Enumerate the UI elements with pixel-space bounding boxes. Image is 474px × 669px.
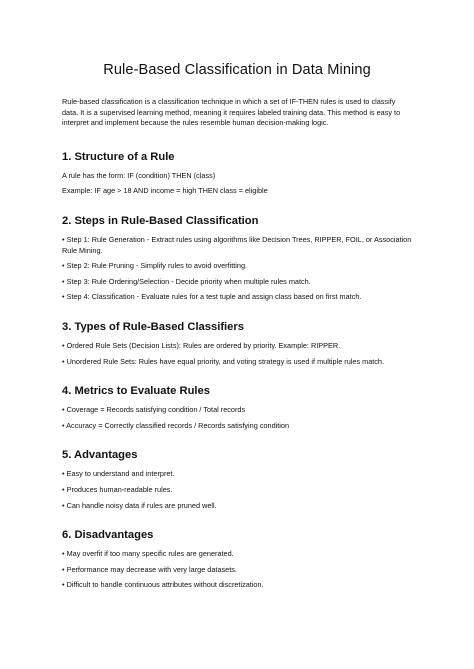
section-heading: 2. Steps in Rule-Based Classification: [62, 214, 259, 227]
section-item: • May overfit if too many specific rules are generated.: [62, 549, 234, 559]
section-item: • Can handle noisy data if rules are pruned well.: [62, 500, 217, 510]
section-item: • Easy to understand and interpret.: [62, 469, 175, 479]
section-item: • Step 4: Classification - Evaluate rules for a test tuple and assign class based on first match.: [62, 292, 362, 302]
section-advantages: [62, 449, 412, 511]
section-item: • Performance may decrease with very large datasets.: [62, 564, 237, 574]
section-heading: 1. Structure of a Rule: [62, 150, 175, 163]
section-item: Example: IF age > 18 AND income = high THEN class = eligible: [62, 186, 268, 196]
section-disadvantages: [62, 529, 412, 591]
document-title: Rule-Based Classification in Data Mining: [103, 62, 371, 78]
section-item: • Step 3: Rule Ordering/Selection - Decide priority when multiple rules match.: [62, 276, 311, 286]
section-item: • Ordered Rule Sets (Decision Lists): Rules are ordered by priority. Example: RIPPER.: [62, 340, 341, 350]
section-heading: 6. Disadvantages: [62, 529, 154, 542]
section-metrics: [62, 385, 412, 431]
section-item: • Accuracy = Correctly classified records / Records satisfying condition: [62, 420, 290, 430]
section-item: • Step 1: Rule Generation - Extract rules using algorithms like Decision Trees, RIPPER, FOIL, or Association Rule Mining.: [62, 234, 412, 255]
section-item: • Difficult to handle continuous attributes without discretization.: [62, 580, 264, 590]
section-heading: 5. Advantages: [62, 449, 138, 462]
section-heading: 3. Types of Rule-Based Classifiers: [62, 320, 244, 333]
section-steps: [62, 215, 412, 303]
intro-paragraph: Rule-based classification is a classification technique in which a set of IF-THEN rules is used to classify data. It is a supervised learning method, meaning it requires labeled training data. This method is easy to interpret and implement because the rules resemble human decision-making logic.: [62, 97, 401, 128]
section-heading: 4. Metrics to Evaluate Rules: [62, 385, 210, 398]
section-types: [62, 321, 412, 367]
section-item: • Produces human-readable rules.: [62, 484, 173, 494]
section-item: • Coverage = Records satisfying condition / Total records: [62, 405, 246, 415]
section-item: • Unordered Rule Sets: Rules have equal priority, and voting strategy is used if multiple rules match.: [62, 356, 385, 366]
section-item: • Step 2: Rule Pruning - Simplify rules to avoid overfitting.: [62, 261, 248, 271]
section-structure: [62, 151, 412, 197]
section-item: A rule has the form: IF (condition) THEN (class): [62, 170, 216, 180]
